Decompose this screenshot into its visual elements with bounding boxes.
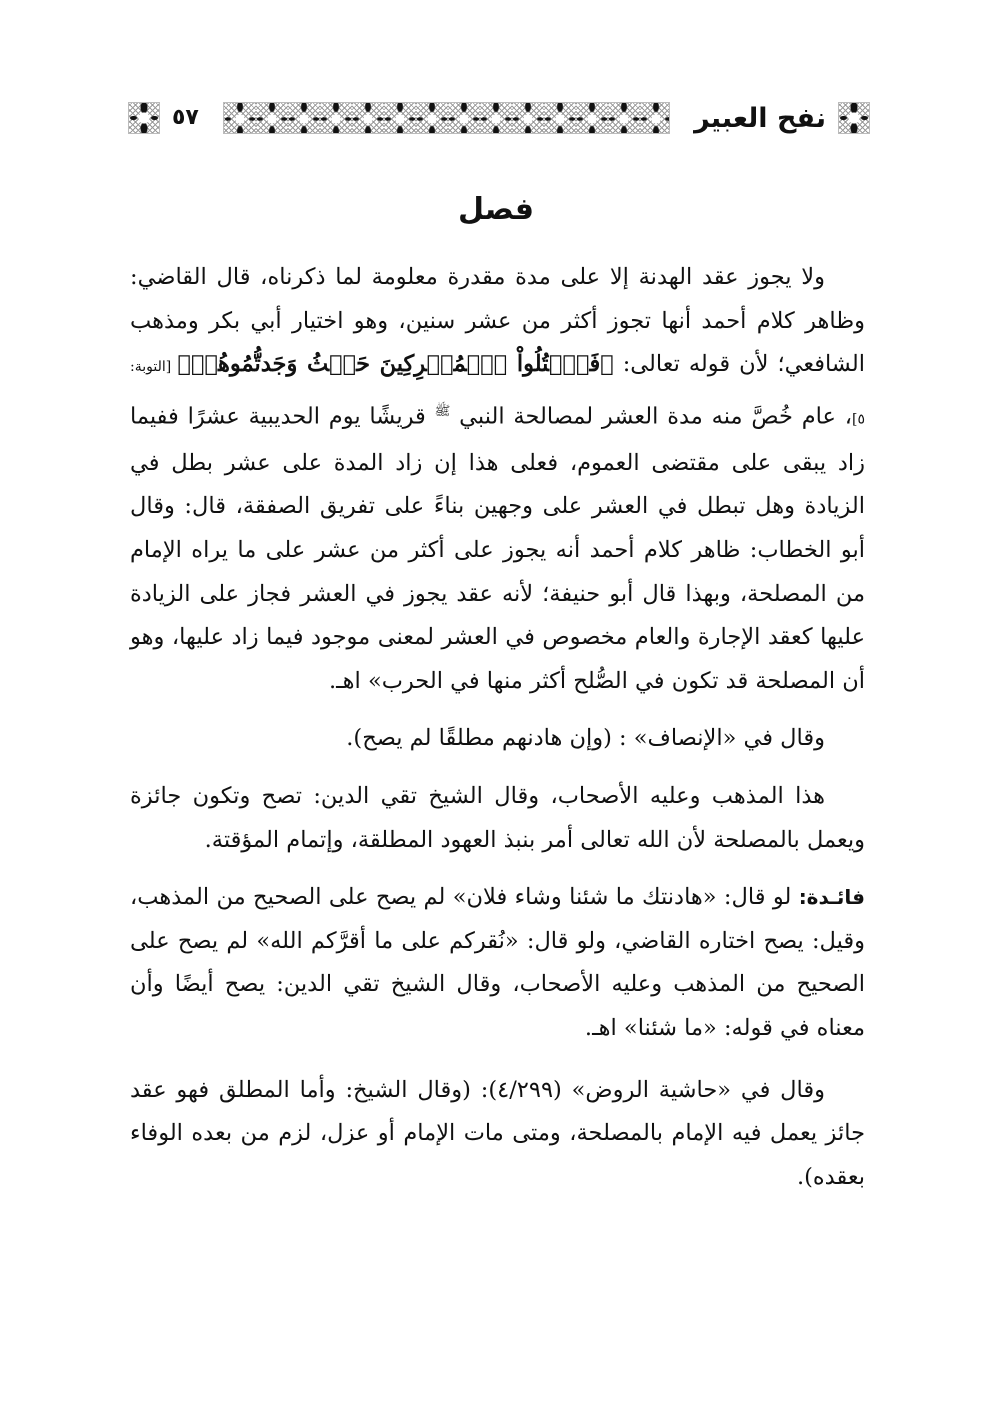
quran-verse: ﴿فَٱقۡتُلُواْ ٱلۡمُشۡرِكِينَ حَيۡثُ وَجَدتُّمُوهُمۡ﴾ bbox=[177, 351, 614, 378]
section-title: فصل bbox=[458, 192, 534, 228]
faida-text: لو قال: «هادنتك ما شئنا وشاء فلان» لم يصح على الصحيح من المذهب، وقيل: يصح اختاره القاضي، ولو قال: «نُقركم على ما أقرَّكم الله» لم يصح على الصحيح من المذهب وعليه الأصحاب، وقال الشيخ تقي الدين: يصح أيضًا وأن معناه في قوله: «ما شئنا» اهـ. bbox=[130, 884, 865, 1041]
running-header bbox=[128, 101, 870, 135]
paragraph-faida bbox=[130, 876, 865, 1050]
paragraph-madhhab-note: هذا المذهب وعليه الأصحاب، وقال الشيخ تقي الدين: تصح وتكون جائزة ويعمل بالمصلحة لأن الله تعالى أمر بنبذ العهود المطلقة، وإتمام المؤقتة. bbox=[130, 783, 865, 853]
paragraph-hashiyat-al-rawd: وقال في «حاشية الروض» (٤/٢٩٩): (وقال الشيخ: وأما المطلق فهو عقد جائز يعمل فيه الإمام بالمصلحة، ومتى مات الإمام أو عزل، لزم من بعده الوفاء بعقده). bbox=[130, 1076, 865, 1190]
book-title: نفح العبير bbox=[694, 102, 826, 134]
honorific-glyph-icon: ﷺ bbox=[434, 403, 451, 419]
text-segment: ولا يجوز عقد الهدنة إلا على مدة مقدرة معلومة لما ذكرناه، قال القاضي: وظاهر كلام أحمد أنها تجوز أكثر من عشر سنين، وهو اختيار أبي بكر ومذهب الشافعي؛ لأن قوله تعالى: bbox=[130, 264, 865, 378]
ornament-band-icon bbox=[223, 102, 670, 134]
ornament-tile-icon bbox=[128, 102, 160, 134]
ornament-tile-icon bbox=[838, 102, 870, 134]
verse-reference: [التوبة: ٥] bbox=[130, 359, 865, 428]
paragraph-insaf-quote: وقال في «الإنصاف» : (وإن هادنهم مطلقًا لم يصح). bbox=[346, 725, 825, 752]
page-number: ٥٧ bbox=[172, 105, 199, 130]
paragraph-hudna-duration bbox=[130, 256, 865, 703]
text-segment: ، عام خُصَّ منه مدة العشر لمصالحة النبي bbox=[450, 403, 852, 430]
text-segment: قريشًا يوم الحديبية عشرًا ففيما زاد يبقى على مقتضى العموم، فعلى هذا إن زاد المدة على عشر بطل في الزيادة وهل تبطل في العشر على وجهين بناءً على تفريق الصفقة، قال: وقال أبو الخطاب: ظاهر كلام أحمد أنه يجوز على أكثر من عشر على ما يراه الإمام من المصلحة، وبهذا قال أبو حنيفة؛ لأنه عقد يجوز في العشر فجاز على الزيادة عليها كعقد الإجارة والعام مخصوص في العشر لمعنى موجود فيما زاد عليها، وهو أن المصلحة قد تكون في الصُّلح أكثر منها في الحرب» اهـ. bbox=[130, 403, 865, 694]
body-text bbox=[130, 256, 865, 1199]
faida-label: فائـدة: bbox=[798, 885, 865, 910]
